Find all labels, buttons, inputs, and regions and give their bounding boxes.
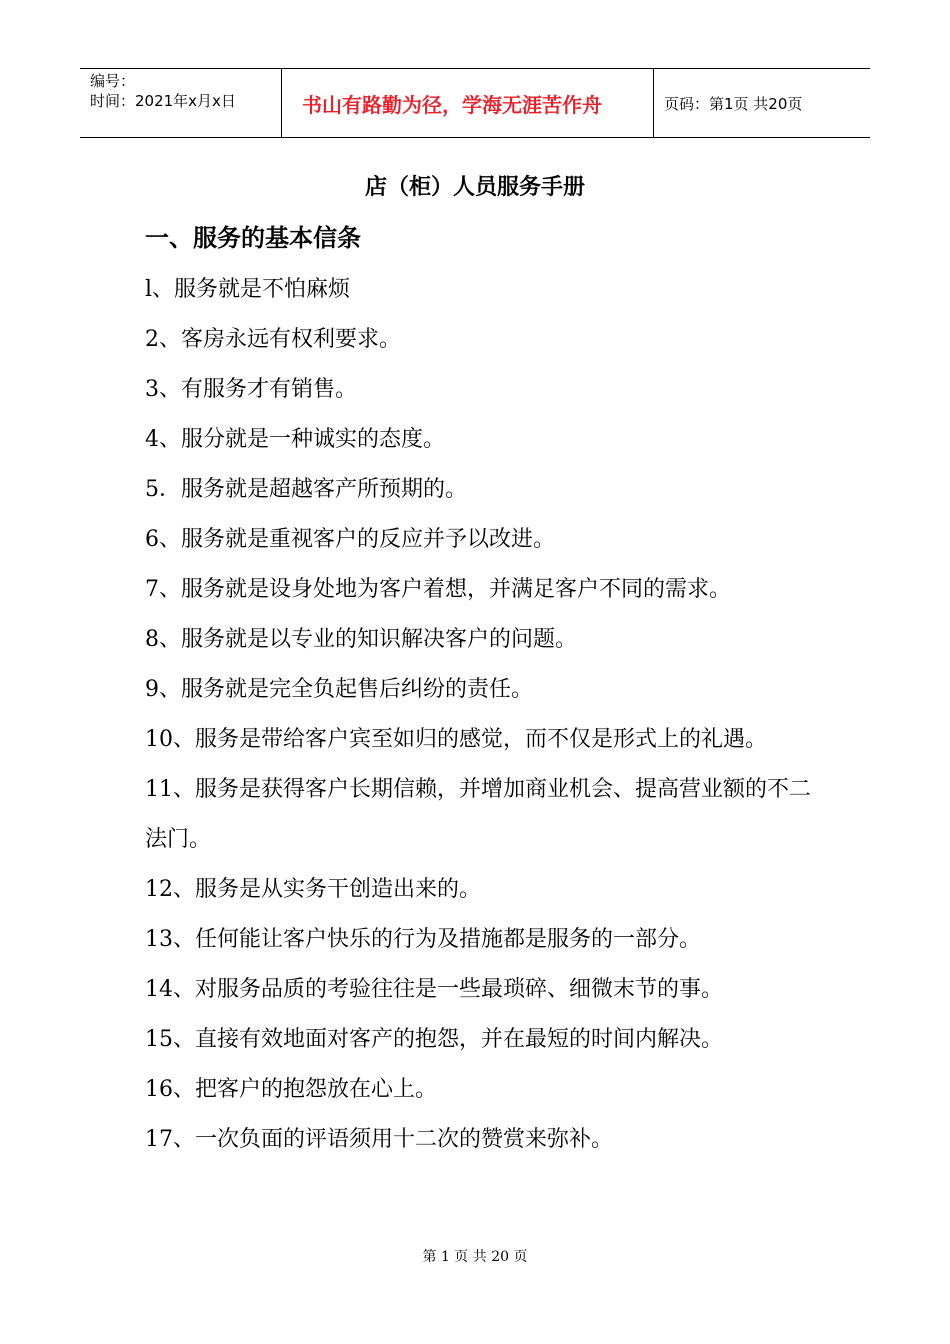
list-item: 10、服务是带给客户宾至如归的感觉，而不仅是形式上的礼遇。 bbox=[145, 727, 767, 752]
list-item: 17、一次负面的评语须用十二次的赞赏来弥补。 bbox=[145, 1127, 613, 1152]
page-footer: 第 1 页 共 20 页 bbox=[422, 1249, 528, 1265]
number-label: 编号： bbox=[90, 72, 136, 90]
list-item: 14、对服务品质的考验往往是一些最琐碎、细微末节的事。 bbox=[145, 977, 723, 1002]
list-item: 5．服务就是超越客产所预期的。 bbox=[145, 477, 467, 502]
list-item: 6、服务就是重视客户的反应并予以改进。 bbox=[145, 527, 555, 552]
document-title: 店（柜）人员服务手册 bbox=[364, 175, 585, 200]
header-motto: 书山有路勤为径，学海无涯苦作舟 bbox=[282, 69, 654, 137]
list-item: 15、直接有效地面对客产的抱怨，并在最短的时间内解决。 bbox=[145, 1027, 723, 1052]
list-item: 4、服分就是一种诚实的态度。 bbox=[145, 427, 445, 452]
list-item: 7、服务就是设身处地为客户着想，并满足客户不同的需求。 bbox=[145, 577, 731, 602]
list-item: 13、任何能让客户快乐的行为及措施都是服务的一部分。 bbox=[145, 927, 701, 952]
list-item: 11、服务是获得客户长期信赖，并增加商业机会、提高营业额的不二法门。 bbox=[145, 777, 811, 852]
list-item: 8、服务就是以专业的知识解决客户的问题。 bbox=[145, 627, 577, 652]
creed-list bbox=[145, 265, 825, 1165]
section-heading: 一、服务的基本信条 bbox=[145, 224, 361, 252]
list-item: 3、有服务才有销售。 bbox=[145, 377, 357, 402]
list-item: 12、服务是从实务干创造出来的。 bbox=[145, 877, 481, 902]
time-label: 时间：2021年x月x日 bbox=[90, 92, 236, 110]
list-item: 9、服务就是完全负起售后纠纷的责任。 bbox=[145, 677, 533, 702]
header-page-info: 页码：第1页 共20页 bbox=[664, 94, 803, 113]
header-meta bbox=[80, 69, 282, 137]
list-item: 16、把客户的抱怨放在心上。 bbox=[145, 1077, 437, 1102]
document-header bbox=[80, 68, 870, 138]
list-item: l、服务就是不怕麻烦 bbox=[145, 277, 351, 302]
list-item: 2、客房永远有权利要求。 bbox=[145, 327, 401, 352]
